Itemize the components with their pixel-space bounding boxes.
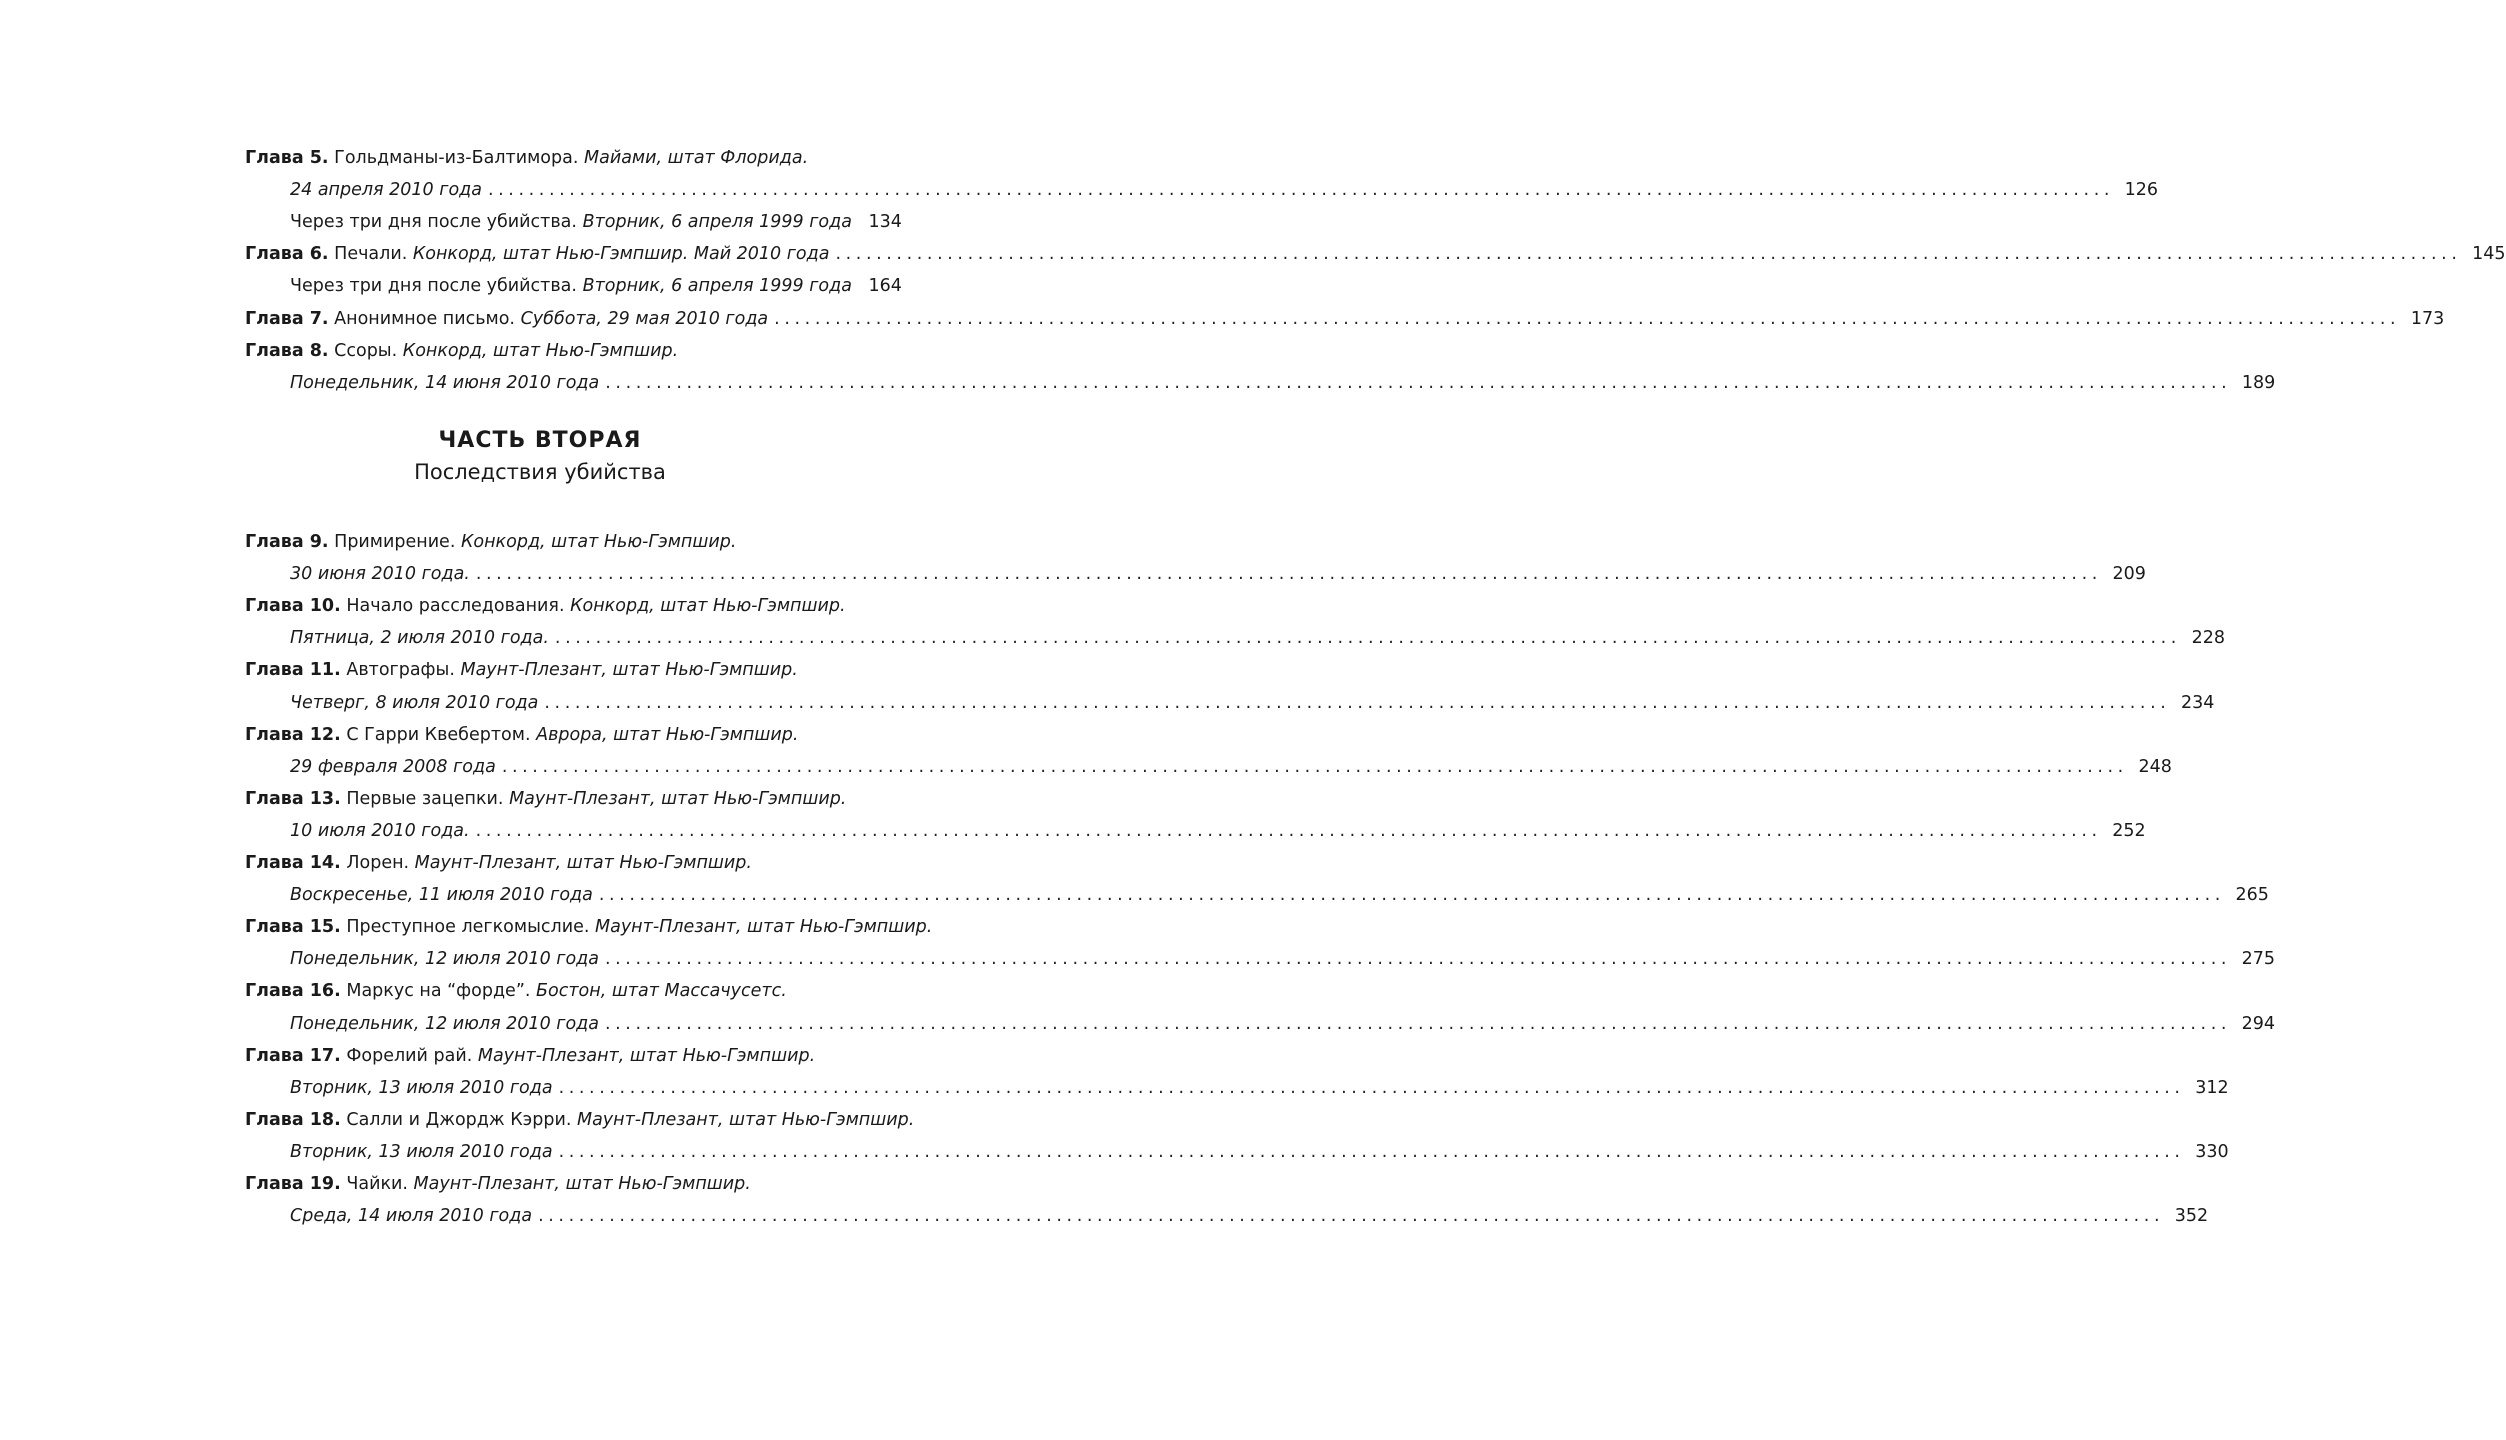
- chapter-title: Печали.: [334, 244, 408, 265]
- toc-entry-text: [290, 880, 593, 910]
- chapter-place-date: 30 июня 2010 года.: [290, 564, 470, 585]
- page-number: 228: [2191, 628, 2225, 649]
- page-number: 173: [2410, 308, 2445, 329]
- toc-chapter-line: [245, 527, 900, 557]
- chapter-label: Глава 18.: [245, 1109, 341, 1130]
- chapter-title: Автографы.: [346, 660, 455, 681]
- chapter-title: Форелий рай.: [346, 1045, 473, 1066]
- toc-entry-text: [290, 559, 470, 589]
- chapter-label: Глава 5.: [245, 148, 329, 168]
- toc-continuation-line: [290, 880, 2269, 910]
- chapter-place-date: Воскресенье, 11 июля 2010 года: [290, 885, 593, 906]
- page-number: 294: [2241, 1013, 2276, 1034]
- dot-leader: ................................................................................................................................................................: [558, 1141, 2185, 1162]
- toc-entry-text: [245, 527, 736, 557]
- toc-chapter-line: [245, 591, 900, 621]
- chapter-place-date: Пятница, 2 июля 2010 года.: [290, 628, 549, 649]
- page-number: 126: [2124, 180, 2159, 201]
- toc-continuation-line: [290, 271, 900, 301]
- chapter-place-date: Маунт-Плезант, штат Нью-Гэмпшир.: [414, 853, 752, 873]
- page-number: 252: [2112, 820, 2146, 841]
- chapter-title: Ссоры.: [334, 340, 398, 361]
- toc-entry-text: [245, 720, 798, 750]
- dot-leader: ................................................................................................................................................................: [774, 308, 2401, 329]
- dot-leader: ................................................................................................................................................................: [538, 1206, 2165, 1227]
- page-number: 134: [868, 212, 902, 233]
- chapter-place-date: Конкорд, штат Нью-Гэмпшир.: [460, 532, 737, 552]
- chapter-place-date: Конкорд, штат Нью-Гэмпшир. Май 2010 года: [412, 244, 830, 265]
- chapter-label: Глава 10.: [245, 596, 341, 617]
- toc-chapter-line: [245, 1105, 915, 1135]
- toc-chapter-line: [245, 784, 900, 814]
- chapter-title: Преступное легкомыслие.: [346, 917, 590, 938]
- page-number: 164: [868, 276, 902, 297]
- toc-entry-text: [290, 1073, 553, 1103]
- dot-leader: ................................................................................................................................................................: [475, 820, 2102, 841]
- chapter-place-date: 24 апреля 2010 года: [290, 180, 482, 201]
- toc-chapter-line: [245, 976, 900, 1006]
- toc-continuation-line: [290, 207, 900, 237]
- toc-entry-text: [245, 143, 808, 173]
- chapter-title: Через три дня после убийства.: [290, 276, 577, 297]
- toc-continuation-line: [290, 1201, 2209, 1231]
- chapter-place-date: Вторник, 13 июля 2010 года: [290, 1077, 553, 1098]
- dot-leader: ................................................................................................................................................................: [598, 885, 2225, 906]
- dot-leader: ................................................................................................................................................................: [475, 564, 2102, 585]
- dot-leader: ................................................................................................................................................................: [554, 628, 2181, 649]
- toc-entry-text: [245, 784, 846, 814]
- dot-leader: ................................................................................................................................................................: [544, 692, 2171, 713]
- toc-entry-text: [245, 239, 829, 269]
- chapter-title: Гольдманы-из-Балтимора.: [334, 148, 579, 168]
- page-number: 352: [2174, 1206, 2209, 1227]
- toc-entry-text: [290, 816, 470, 846]
- chapter-place-date: Маунт-Плезант, штат Нью-Гэмпшир.: [413, 1174, 751, 1194]
- page-number: 145: [2472, 244, 2506, 265]
- chapter-label: Глава 15.: [245, 917, 341, 938]
- toc-entry-text: [290, 175, 482, 205]
- chapter-place-date: Конкорд, штат Нью-Гэмпшир.: [402, 340, 679, 361]
- chapter-place-date: 29 февраля 2008 года: [290, 756, 496, 777]
- page-number: 248: [2138, 756, 2172, 777]
- chapter-label: Глава 9.: [245, 532, 329, 552]
- toc-continuation-line: [290, 752, 2172, 782]
- chapter-label: Глава 16.: [245, 981, 341, 1002]
- toc-entry-text: [245, 304, 768, 334]
- chapter-place-date: Бостон, штат Массачусетс.: [536, 981, 787, 1002]
- toc-entry-text: [290, 752, 496, 782]
- toc-chapter-line: [245, 655, 900, 685]
- toc-entry-text: [290, 368, 599, 398]
- chapter-place-date: Аврора, штат Нью-Гэмпшир.: [536, 724, 799, 745]
- toc-continuation-line: [290, 688, 2215, 718]
- chapter-place-date: Маунт-Плезант, штат Нью-Гэмпшир.: [595, 917, 933, 938]
- dot-leader: ................................................................................................................................................................: [501, 756, 2128, 777]
- chapter-title: Лорен.: [346, 853, 410, 873]
- chapter-place-date: Понедельник, 12 июля 2010 года: [290, 949, 599, 970]
- page-number: 234: [2181, 692, 2215, 713]
- toc-entry-text: [245, 1041, 815, 1071]
- toc-chapter-line: [245, 143, 900, 173]
- toc-chapter-line: [245, 1169, 900, 1199]
- chapter-title: Примирение.: [334, 532, 456, 552]
- page-number: 330: [2195, 1141, 2229, 1162]
- chapter-place-date: Четверг, 8 июля 2010 года: [290, 692, 539, 713]
- chapter-place-date: Понедельник, 14 июня 2010 года: [290, 372, 600, 393]
- toc-chapter-line: [245, 848, 900, 878]
- toc-entry-text: [290, 1009, 599, 1039]
- chapter-title: Первые зацепки.: [346, 788, 504, 809]
- chapter-place-date: Маунт-Плезант, штат Нью-Гэмпшир.: [509, 788, 847, 809]
- chapter-place-date: Вторник, 6 апреля 1999 года: [582, 276, 852, 297]
- chapter-place-date: Маунт-Плезант, штат Нью-Гэмпшир.: [576, 1109, 915, 1130]
- toc-chapter-line: [245, 720, 900, 750]
- toc-entry-text: [245, 336, 678, 366]
- chapter-place-date: Понедельник, 12 июля 2010 года: [290, 1013, 599, 1034]
- chapter-place-date: Конкорд, штат Нью-Гэмпшир.: [570, 596, 846, 617]
- chapter-label: Глава 12.: [245, 724, 341, 745]
- chapter-place-date: Среда, 14 июля 2010 года: [290, 1206, 533, 1227]
- chapter-label: Глава 14.: [245, 853, 341, 873]
- toc-chapter-line: [245, 336, 900, 366]
- toc-entry-text: [290, 271, 852, 301]
- dot-leader: ................................................................................................................................................................: [604, 949, 2232, 970]
- chapter-title: Салли и Джордж Кэрри.: [346, 1109, 572, 1130]
- toc-chapter-line: [245, 912, 933, 942]
- part-subtitle: Последствия убийства: [414, 460, 666, 484]
- chapter-place-date: 10 июля 2010 года.: [290, 820, 470, 841]
- dot-leader: ................................................................................................................................................................: [604, 1013, 2232, 1034]
- dot-leader: ................................................................................................................................................................: [487, 180, 2115, 201]
- part-title: ЧАСТЬ ВТОРАЯ: [438, 428, 642, 453]
- toc-entry-text: [290, 688, 538, 718]
- toc-entry-text: [290, 1137, 553, 1167]
- toc-continuation-line: [290, 368, 2276, 398]
- chapter-label: Глава 17.: [245, 1045, 341, 1066]
- dot-leader: ................................................................................................................................................................: [605, 372, 2232, 393]
- dot-leader: ................................................................................................................................................................: [835, 244, 2462, 265]
- chapter-title: Анонимное письмо.: [334, 308, 515, 329]
- page-number: 265: [2235, 885, 2269, 906]
- toc-entry-text: [290, 944, 599, 974]
- toc-continuation-line: [290, 1009, 2276, 1039]
- chapter-label: Глава 13.: [245, 788, 341, 809]
- toc-entry-text: [290, 623, 549, 653]
- toc-entry-text: [245, 912, 932, 942]
- chapter-place-date: Маунт-Плезант, штат Нью-Гэмпшир.: [460, 660, 798, 681]
- chapter-place-date: Маунт-Плезант, штат Нью-Гэмпшир.: [477, 1045, 816, 1066]
- page-number: 189: [2241, 372, 2276, 393]
- chapter-place-date: Вторник, 6 апреля 1999 года: [582, 212, 852, 233]
- toc-chapter-line: [245, 1041, 900, 1071]
- dot-leader: ................................................................................................................................................................: [558, 1077, 2185, 1098]
- chapter-label: Глава 7.: [245, 308, 329, 329]
- toc-chapter-line: [245, 304, 2445, 334]
- chapter-title: Через три дня после убийства.: [290, 212, 577, 233]
- toc-entry-text: [290, 1201, 532, 1231]
- toc-entry-text: [245, 848, 752, 878]
- chapter-label: Глава 11.: [245, 660, 341, 681]
- toc-entry-text: [245, 655, 798, 685]
- toc-entry-text: [245, 976, 787, 1006]
- toc-continuation-line: [290, 1073, 2229, 1103]
- toc-entry-text: [290, 207, 852, 237]
- chapter-place-date: Майами, штат Флорида.: [584, 148, 809, 168]
- toc-continuation-line: [290, 559, 2146, 589]
- toc-chapter-line: [245, 239, 2506, 269]
- chapter-title: Маркус на “форде”.: [346, 981, 531, 1002]
- chapter-label: Глава 8.: [245, 340, 329, 361]
- toc-continuation-line: [290, 175, 2159, 205]
- page-number: 209: [2112, 564, 2146, 585]
- toc-entry-text: [245, 591, 846, 621]
- toc-continuation-line: [290, 1137, 2229, 1167]
- page-number: 312: [2195, 1077, 2229, 1098]
- toc-continuation-line: [290, 944, 2276, 974]
- chapter-place-date: Суббота, 29 мая 2010 года: [520, 308, 769, 329]
- chapter-title: Чайки.: [346, 1174, 408, 1194]
- toc-continuation-line: [290, 816, 2146, 846]
- toc-continuation-line: [290, 623, 2225, 653]
- chapter-title: Начало расследования.: [346, 596, 565, 617]
- toc-entry-text: [245, 1169, 751, 1199]
- chapter-place-date: Вторник, 13 июля 2010 года: [290, 1141, 553, 1162]
- chapter-label: Глава 6.: [245, 244, 329, 265]
- chapter-label: Глава 19.: [245, 1174, 341, 1194]
- toc-entry-text: [245, 1105, 914, 1135]
- page-number: 275: [2241, 949, 2276, 970]
- chapter-title: С Гарри Квебертом.: [346, 724, 531, 745]
